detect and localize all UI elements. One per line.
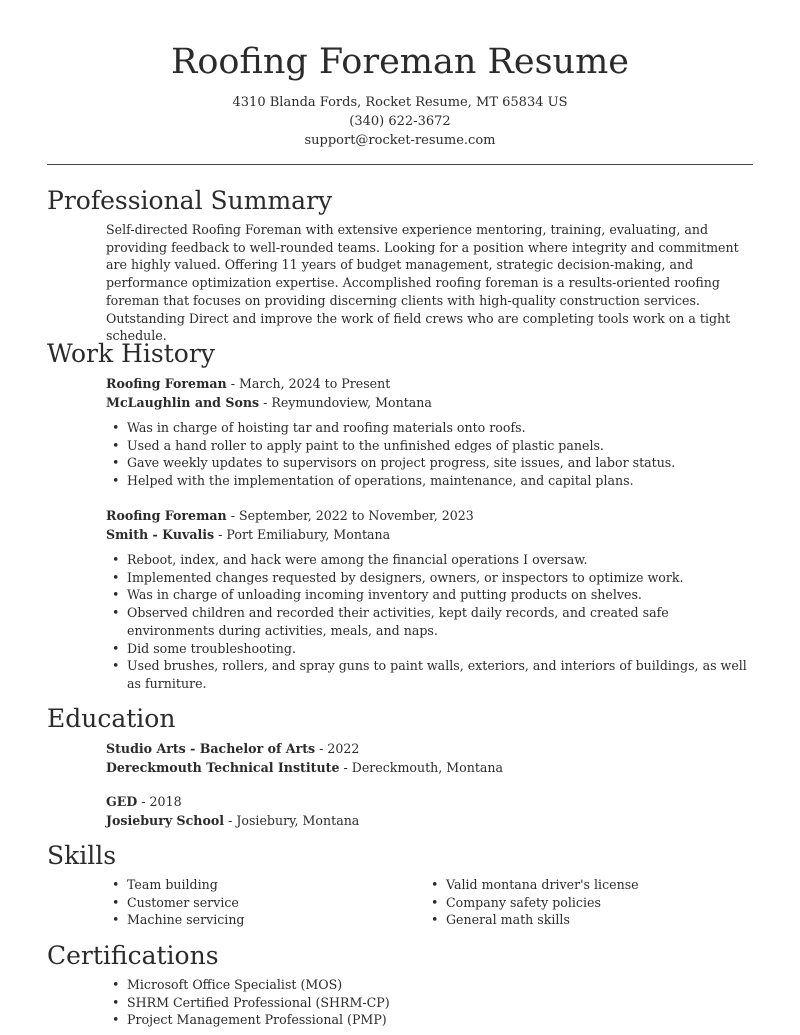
skills-list xyxy=(106,876,756,929)
list-item: • Helped with the implementation of operations, maintenance, and capital plans. xyxy=(106,472,756,490)
skills-column-right xyxy=(425,876,744,929)
list-item: • Project Management Professional (PMP) xyxy=(106,1011,756,1029)
list-item: • Implemented changes requested by designers, owners, or inspectors to optimize work. xyxy=(106,569,756,587)
section-title-certifications: Certifications xyxy=(47,941,219,970)
phone: (340) 622-3672 xyxy=(349,114,451,129)
address: 4310 Blanda Fords, Rocket Resume, MT 65834 US xyxy=(232,95,568,110)
job-role: Roofing Foreman xyxy=(106,376,227,391)
summary-text: Self-directed Roofing Foreman with extensive experience mentoring, training, evaluating, and providing feedback to well-rounded teams. Looking for a position where integrity and commitment are highly valued. Offering 11 years of budget management, strategic decision-making, and performance optimization expertise. Accomplished roofing foreman is a results-oriented roofing foreman that focuses on providing discerning clients with high-quality construction services. Outstanding Direct and improve the work of field crews who are completing tools work on a tight schedule. xyxy=(106,222,739,344)
job-company-line xyxy=(106,393,756,412)
list-item: • Company safety policies xyxy=(425,894,744,912)
job-location: - Port Emiliabury, Montana xyxy=(214,527,391,542)
list-item: • Gave weekly updates to supervisors on project progress, site issues, and labor status. xyxy=(106,454,756,472)
school: Dereckmouth Technical Institute xyxy=(106,760,340,775)
job-location: - Reymundoview, Montana xyxy=(259,395,432,410)
degree: Studio Arts - Bachelor of Arts xyxy=(106,741,316,756)
school-location: - Dereckmouth, Montana xyxy=(339,760,504,775)
job-bullets xyxy=(106,551,756,693)
school: Josiebury School xyxy=(106,813,225,828)
job-dates: - March, 2024 to Present xyxy=(226,376,391,391)
degree-year: - 2022 xyxy=(315,741,360,756)
section-title-work: Work History xyxy=(47,339,215,368)
contact-info xyxy=(0,93,800,150)
list-item: • Did some troubleshooting. xyxy=(106,640,756,658)
list-item: • SHRM Certified Professional (SHRM-CP) xyxy=(106,994,756,1012)
section-title-summary: Professional Summary xyxy=(47,186,333,215)
email-link[interactable]: support@rocket-resume.com xyxy=(304,133,496,148)
summary-block xyxy=(106,221,756,345)
list-item: • Customer service xyxy=(106,894,425,912)
list-item: • Observed children and recorded their activities, kept daily records, and created safe environments during activities, meals, and naps. xyxy=(106,604,756,639)
resume-title: Roofing Foreman Resume xyxy=(171,42,629,82)
skills-column-left xyxy=(106,876,425,929)
list-item: • Used a hand roller to apply paint to the unfinished edges of plastic panels. xyxy=(106,437,756,455)
school-location: - Josiebury, Montana xyxy=(224,813,360,828)
job-entry xyxy=(106,374,756,412)
education-entry xyxy=(106,792,756,830)
job-company-line xyxy=(106,525,756,544)
degree-year: - 2018 xyxy=(137,794,182,809)
school-line xyxy=(106,811,756,830)
job-title-line xyxy=(106,374,756,393)
list-item: • Was in charge of hoisting tar and roofing materials onto roofs. xyxy=(106,419,756,437)
list-item: • Valid montana driver's license xyxy=(425,876,744,894)
certifications-list xyxy=(106,976,756,1029)
list-item: • General math skills xyxy=(425,911,744,929)
job-entry xyxy=(106,506,756,544)
degree-line xyxy=(106,739,756,758)
job-role: Roofing Foreman xyxy=(106,508,227,523)
section-title-education: Education xyxy=(47,704,176,733)
list-item: • Used brushes, rollers, and spray guns to paint walls, exteriors, and interiors of buildings, as well as furniture. xyxy=(106,657,756,692)
job-bullets xyxy=(106,419,756,490)
job-title-line xyxy=(106,506,756,525)
job-company: McLaughlin and Sons xyxy=(106,395,260,410)
list-item: • Reboot, index, and hack were among the financial operations I oversaw. xyxy=(106,551,756,569)
header-divider xyxy=(47,164,753,165)
list-item: • Was in charge of unloading incoming inventory and putting products on shelves. xyxy=(106,586,756,604)
job-dates: - September, 2022 to November, 2023 xyxy=(226,508,474,523)
education-entry xyxy=(106,739,756,777)
degree-line xyxy=(106,792,756,811)
list-item: • Machine servicing xyxy=(106,911,425,929)
degree: GED xyxy=(106,794,138,809)
school-line xyxy=(106,758,756,777)
section-title-skills: Skills xyxy=(47,841,117,870)
list-item: • Microsoft Office Specialist (MOS) xyxy=(106,976,756,994)
list-item: • Team building xyxy=(106,876,425,894)
job-company: Smith - Kuvalis xyxy=(106,527,215,542)
